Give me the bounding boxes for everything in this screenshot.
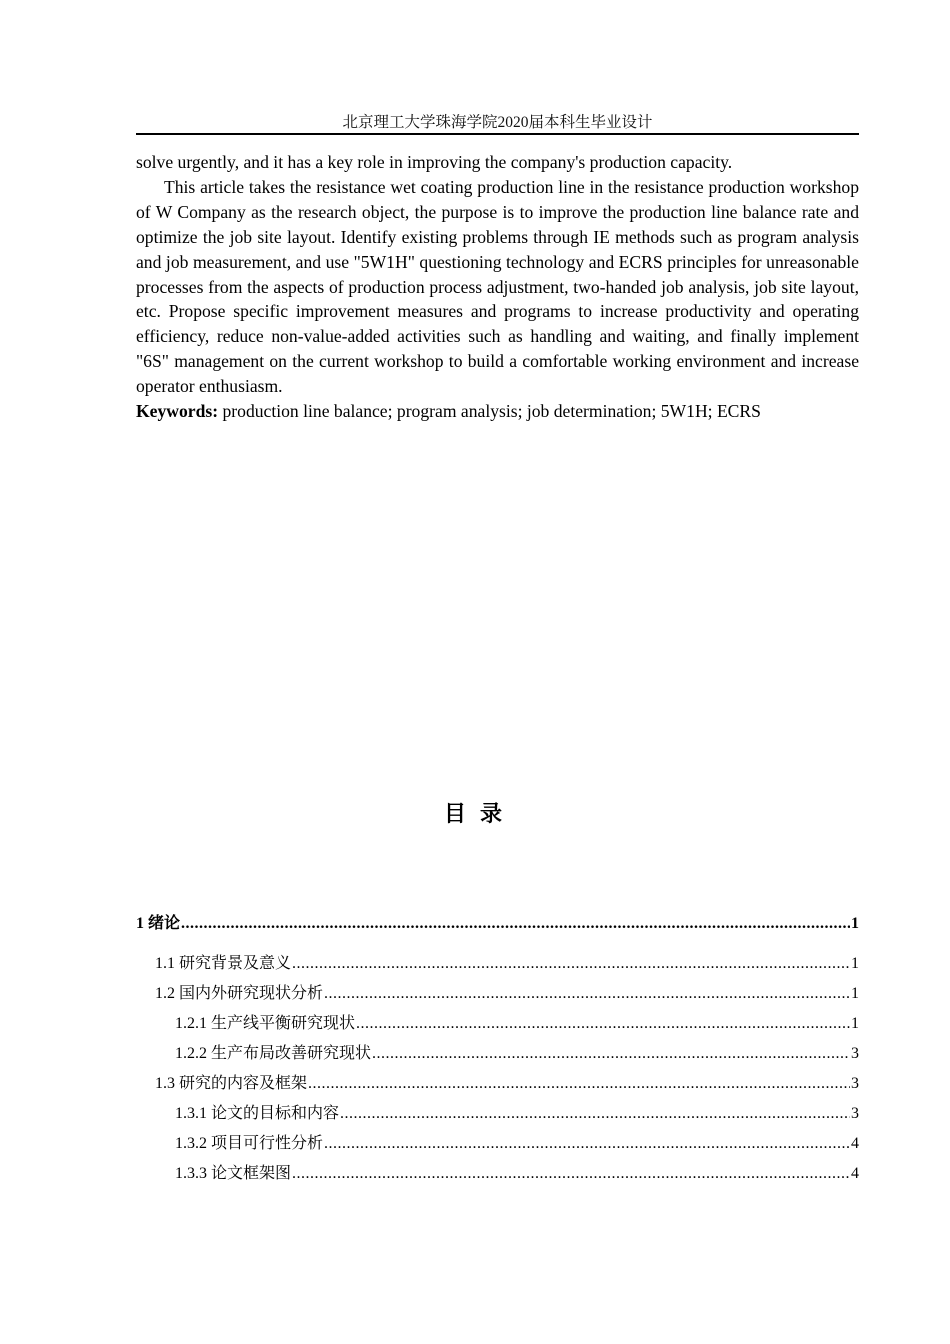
toc-entry[interactable] xyxy=(136,1040,859,1070)
toc-entry-label: 1.3 研究的内容及框架 xyxy=(155,1075,308,1092)
toc-leader-dots xyxy=(292,1165,850,1183)
toc-entry-page: 3 xyxy=(851,1105,859,1122)
toc-entry-page: 1 xyxy=(851,955,859,972)
table-of-contents xyxy=(136,910,859,1190)
toc-entry-page: 3 xyxy=(851,1045,859,1062)
toc-entry[interactable] xyxy=(136,980,859,1010)
abstract-continuation: solve urgently, and it has a key role in improving the company's production capacity. xyxy=(136,152,733,172)
toc-entry-label: 1.1 研究背景及意义 xyxy=(155,955,292,972)
toc-entry-page: 1 xyxy=(851,985,859,1002)
toc-entry[interactable] xyxy=(136,910,859,950)
toc-leader-dots xyxy=(308,1075,850,1093)
toc-entry-page: 1 xyxy=(851,915,859,932)
toc-entry-page: 4 xyxy=(851,1165,859,1182)
toc-entry-label: 1.3.1 论文的目标和内容 xyxy=(175,1105,340,1122)
toc-leader-dots xyxy=(340,1105,850,1123)
toc-entry-label: 1.2.2 生产布局改善研究现状 xyxy=(175,1045,372,1062)
toc-leader-dots xyxy=(292,955,850,973)
header-rule xyxy=(136,133,859,135)
abstract-paragraph: This article takes the resistance wet coating production line in the resistance production workshop of W Company as the research object, the purpose is to improve the production line balance rate and optimize the job site layout. Identify existing problems through IE methods such as program analysis and job measurement, and use "5W1H" questioning technology and ECRS principles for unreasonable processes from the aspects of production process adjustment, two-handed job analysis, job site layout, etc. Propose specific improvement measures and programs to increase productivity and operating efficiency, reduce non-value-added activities such as handling and waiting, and finally implement "6S" management on the current workshop to build a comfortable working environment and increase operator enthusiasm. xyxy=(136,176,859,397)
toc-entry[interactable] xyxy=(136,950,859,980)
toc-entry-page: 4 xyxy=(851,1135,859,1152)
toc-entry[interactable] xyxy=(136,1130,859,1160)
toc-leader-dots xyxy=(181,915,850,933)
toc-leader-dots xyxy=(356,1015,850,1033)
toc-entry-label: 1.2.1 生产线平衡研究现状 xyxy=(175,1015,356,1032)
toc-leader-dots xyxy=(324,1135,850,1153)
toc-leader-dots xyxy=(372,1045,850,1063)
toc-entry[interactable] xyxy=(136,1070,859,1100)
toc-entry-label: 1.3.3 论文框架图 xyxy=(175,1165,292,1182)
toc-entry[interactable] xyxy=(136,1100,859,1130)
abstract-section xyxy=(136,150,859,424)
toc-entry[interactable] xyxy=(136,1010,859,1040)
keywords-text: production line balance; program analysis; job determination; 5W1H; ECRS xyxy=(218,401,761,422)
toc-entry[interactable] xyxy=(136,1160,859,1190)
keywords-line xyxy=(136,399,859,424)
toc-entry-label: 1.3.2 项目可行性分析 xyxy=(175,1135,324,1152)
toc-entry-label: 1.2 国内外研究现状分析 xyxy=(155,985,324,1002)
toc-entry-label: 1 绪论 xyxy=(136,915,181,932)
toc-leader-dots xyxy=(324,985,850,1003)
toc-title: 目录 xyxy=(443,802,516,827)
keywords-label: Keywords: xyxy=(136,401,219,422)
toc-entry-page: 3 xyxy=(851,1075,859,1092)
page-header: 北京理工大学珠海学院2020届本科生毕业设计 xyxy=(342,114,653,131)
toc-entry-page: 1 xyxy=(851,1015,859,1032)
